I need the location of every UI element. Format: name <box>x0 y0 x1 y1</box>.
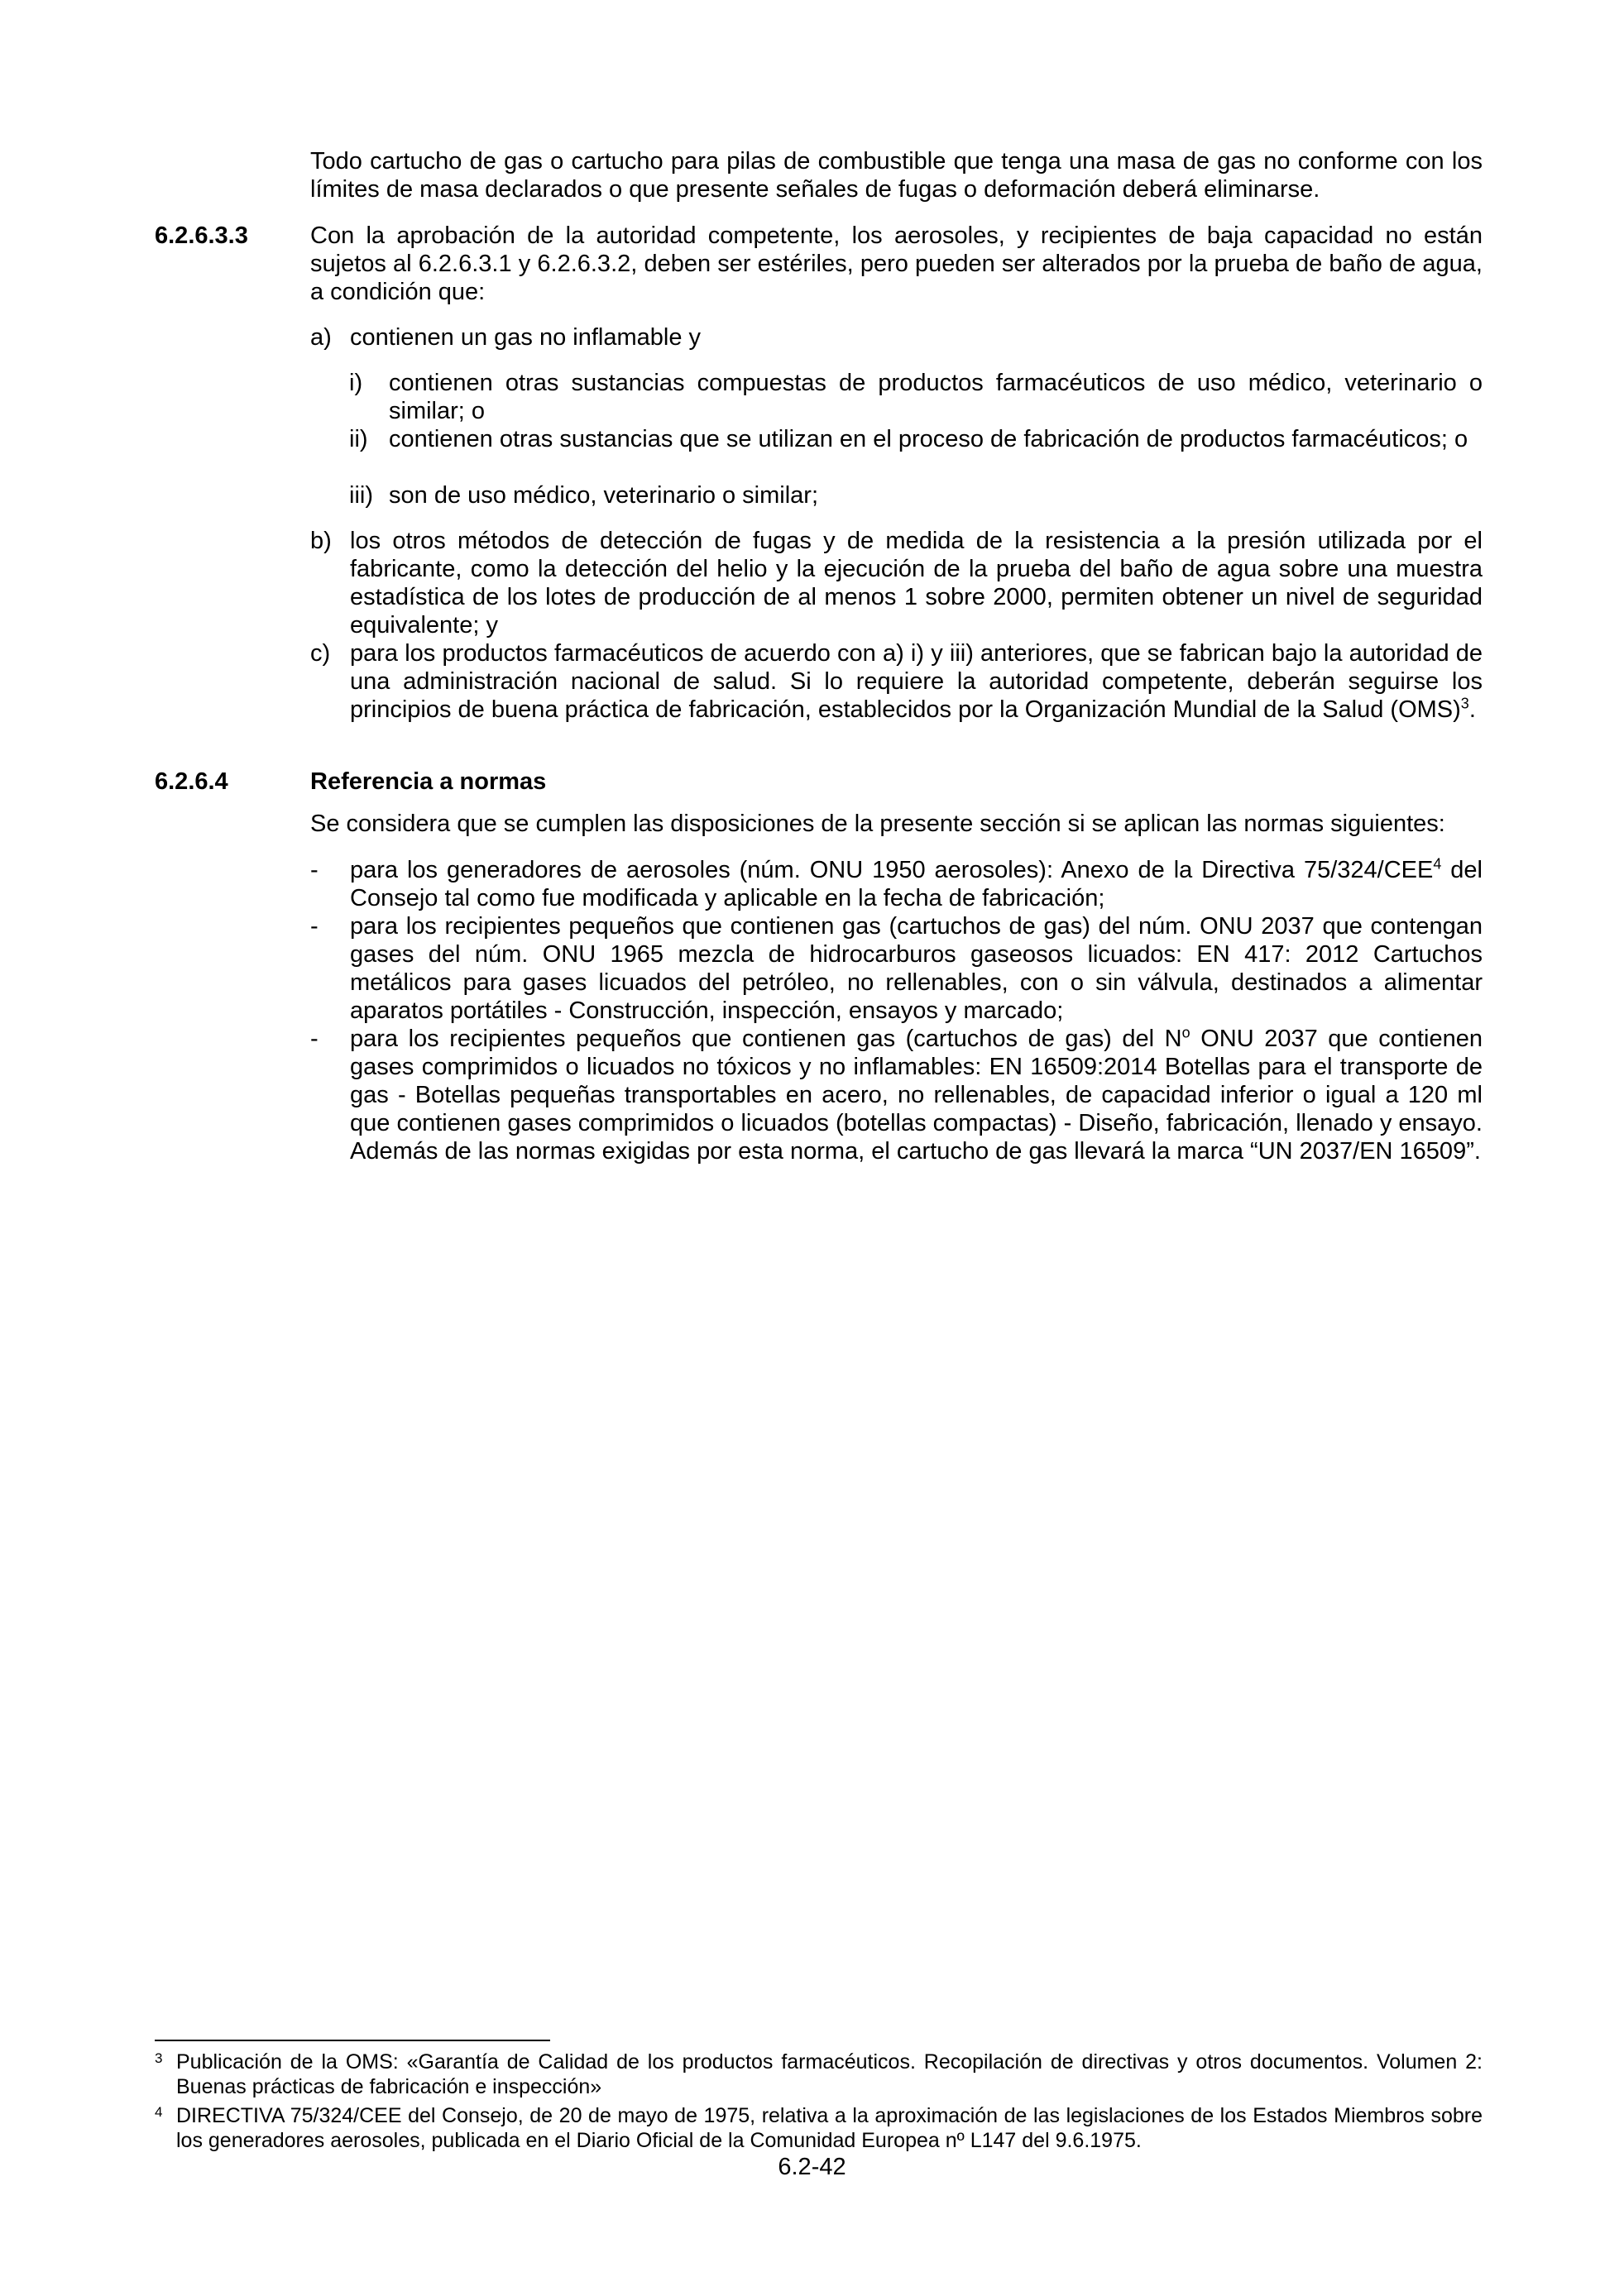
standards-text-1-after: del Consejo tal como fue modificada y aplicable en la fecha de fabricación; <box>350 857 1483 911</box>
dash-label-3: - <box>310 1026 319 1052</box>
list-text-b: los otros métodos de detección de fugas y de medida de la resistencia a la presión utilizada por el fabricante, como la detección del helio y la ejecución de la prueba del baño de agua sobre una muestra estadística de los lotes de producción de al menos 1 sobre 2000, permiten obtener un nivel de seguridad equivalente; y <box>350 528 1483 639</box>
dash-label-1: - <box>310 857 319 883</box>
standards-text-3-after: ONU 2037 que contienen gases comprimidos o licuados no tóxicos y no inflamables: EN 16509:2014 Botellas para el transporte de gas - Botellas pequeñas transportables en acero, no rellenables, de capacidad inferior o igual a 120 ml que contienen gases comprimidos o licuados (botellas compactas) - Diseño, fabricación, llenado y ensayo. Además de las normas exigidas por esta norma, el cartucho de gas llevará la marca “UN 2037/EN 16509”. <box>350 1026 1483 1165</box>
footnote-text-3: Publicación de la OMS: «Garantía de Calidad de los productos farmacéuticos. Recopilación de directivas y otros documentos. Volumen 2: Buenas prácticas de fabricación e inspección» <box>176 2050 1483 2098</box>
standards-text-3-before: para los recipientes pequeños que contienen gas (cartuchos de gas) del N <box>350 1026 1182 1052</box>
section-number-6264: 6.2.6.4 <box>155 768 228 795</box>
intro-paragraph: Todo cartucho de gas o cartucho para pilas de combustible que tenga una masa de gas no conforme con los límites de masa declarados o que presente señales de fugas o deformación deberá eliminarse. <box>310 148 1483 203</box>
list-label-a: a) <box>310 324 332 351</box>
sub-label-ii: ii) <box>349 426 368 452</box>
list-text-c-body: para los productos farmacéuticos de acuerdo con a) i) y iii) anteriores, que se fabrican bajo la autoridad de una administración nacional de salud. Si lo requiere la autoridad competente, deberán seguirse los principios de buena práctica de fabricación, establecidos por la Organización Mundial de la Salud (OMS) <box>350 640 1483 723</box>
section-6264-title: Referencia a normas <box>310 768 547 795</box>
sub-text-iii: son de uso médico, veterinario o similar; <box>389 482 819 509</box>
list-text-c-end: . <box>1468 696 1476 723</box>
standards-text-3 <box>350 1025 1483 1165</box>
footnote-separator <box>155 2040 550 2041</box>
section-number-62633: 6.2.6.3.3 <box>155 222 248 249</box>
section-62633-text: Con la aprobación de la autoridad competente, los aerosoles, y recipientes de baja capacidad no están sujetos al 6.2.6.3.1 y 6.2.6.3.2, deben ser estériles, pero pueden ser alterados por la prueba de baño de agua, a condición que: <box>310 222 1483 305</box>
footnote-ref-3[interactable]: 3 <box>1460 695 1469 712</box>
dash-label-2: - <box>310 913 319 940</box>
superscript-o: o <box>1181 1024 1190 1041</box>
page-number: 6.2-42 <box>778 2154 846 2180</box>
sub-text-ii: contienen otras sustancias que se utilizan en el proceso de fabricación de productos farmacéuticos; o <box>389 426 1468 452</box>
sub-label-i: i) <box>349 370 363 396</box>
list-text-a: contienen un gas no inflamable y <box>350 324 702 351</box>
standards-text-2: para los recipientes pequeños que contienen gas (cartuchos de gas) del núm. ONU 2037 que contengan gases del núm. ONU 1965 mezcla de hidrocarburos gaseosos licuados: EN 417: 2012 Cartuchos metálicos para gases licuados del petróleo, no rellenables, con o sin válvula, destinados a alimentar aparatos portátiles - Construcción, inspección, ensayos y marcado; <box>350 913 1483 1024</box>
list-label-b: b) <box>310 528 332 554</box>
list-label-c: c) <box>310 640 331 667</box>
sub-label-iii: iii) <box>349 482 373 509</box>
footnote-text-4: DIRECTIVA 75/324/CEE del Consejo, de 20 de mayo de 1975, relativa a la aproximación de las legislaciones de los Estados Miembros sobre los generadores aerosoles, publicada en el Diario Oficial de la Comunidad Europea nº L147 del 9.6.1975. <box>176 2104 1483 2152</box>
list-text-c <box>350 639 1483 724</box>
footnote-marker-3: 3 <box>155 2050 163 2066</box>
footnote-marker-4: 4 <box>155 2104 163 2120</box>
sub-text-i: contienen otras sustancias compuestas de productos farmacéuticos de uso médico, veterinario o similar; o <box>389 370 1483 424</box>
standards-text-1 <box>350 856 1483 912</box>
standards-text-1-before: para los generadores de aerosoles (núm. ONU 1950 aerosoles): Anexo de la Directiva 75/324/CEE <box>350 857 1434 883</box>
footnote-ref-4[interactable]: 4 <box>1433 855 1442 873</box>
section-6264-intro: Se considera que se cumplen las disposiciones de la presente sección si se aplican las normas siguientes: <box>310 811 1445 837</box>
